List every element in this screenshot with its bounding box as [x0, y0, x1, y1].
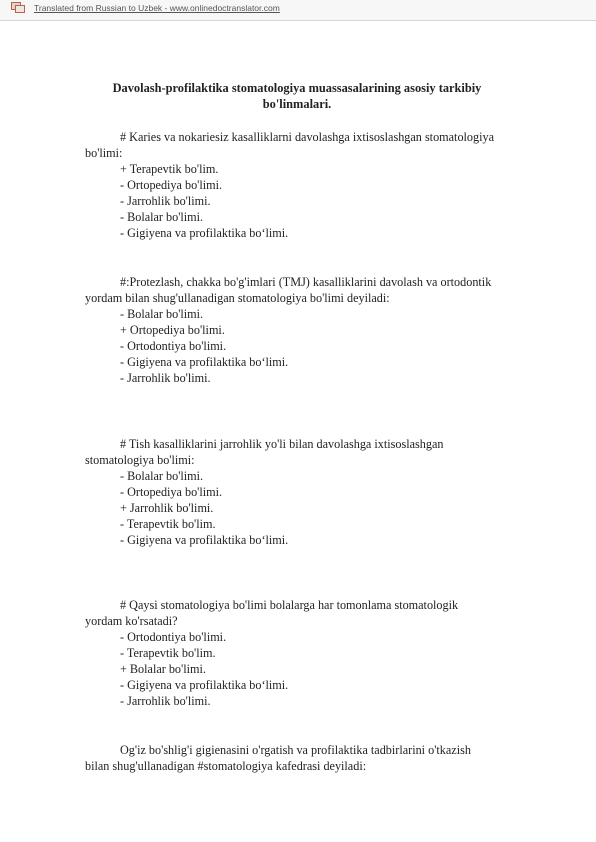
answer-option: + Bolalar bo'limi. — [120, 662, 206, 676]
answer-option: - Ortodontiya bo'limi. — [120, 339, 227, 353]
answer-option: - Gigiyena va profilaktika bo‘limi. — [120, 678, 289, 692]
answer-option: - Bolalar bo'limi. — [120, 210, 204, 224]
answer-option: - Gigiyena va profilaktika bo‘limi. — [120, 226, 289, 240]
answer-option: - Terapevtik bo'lim. — [120, 517, 216, 531]
answer-option: - Ortodontiya bo'limi. — [120, 630, 227, 644]
answer-option: - Ortopediya bo'limi. — [120, 485, 223, 499]
answer-option: - Gigiyena va profilaktika bo‘limi. — [120, 533, 289, 547]
question-text: #:Protezlash, chakka bo'g'imlari (TMJ) kasalliklarini davolash va ortodontik — [120, 275, 492, 289]
question-text: Og'iz bo'shlig'i gigienasini o'rgatish va profilaktika tadbirlarini o'tkazish — [120, 743, 471, 757]
question-text: # Karies va nokariesiz kasalliklarni davolashga ixtisoslashgan stomatologiya — [120, 130, 494, 144]
translation-source-link[interactable]: Translated from Russian to Uzbek - www.onlinedoctranslator.com — [34, 3, 280, 13]
page-title — [100, 80, 494, 112]
question-block — [85, 742, 555, 774]
answer-option: + Terapevtik bo'lim. — [120, 162, 219, 176]
answer-option: - Bolalar bo'limi. — [120, 307, 204, 321]
question-text: # Tish kasalliklarini jarrohlik yo'li bilan davolashga ixtisoslashgan — [120, 437, 444, 451]
question-block — [85, 597, 555, 709]
answer-option: + Jarrohlik bo'limi. — [120, 501, 214, 515]
question-text-cont: yordam ko'rsatadi? — [85, 614, 178, 628]
question-block — [85, 274, 555, 386]
question-text-cont: stomatologiya bo'limi: — [85, 453, 195, 467]
question-text-cont: bilan shug'ullanadigan #stomatologiya kafedrasi deyiladi: — [85, 759, 367, 773]
answer-option: - Jarrohlik bo'limi. — [120, 694, 211, 708]
answer-option: - Bolalar bo'limi. — [120, 469, 204, 483]
question-block — [85, 436, 555, 548]
title-line-1: Davolash-profilaktika stomatologiya muassasalarining asosiy tarkibiy — [112, 81, 482, 95]
answer-option: - Jarrohlik bo'limi. — [120, 371, 211, 385]
question-text-cont: bo'limi: — [85, 146, 123, 160]
translator-logo-icon — [11, 2, 25, 13]
question-text: # Qaysi stomatologiya bo'limi bolalarga har tomonlama stomatologik — [120, 598, 459, 612]
answer-option: - Jarrohlik bo'limi. — [120, 194, 211, 208]
answer-option: + Ortopediya bo'limi. — [120, 323, 225, 337]
question-block — [85, 129, 555, 241]
answer-option: - Gigiyena va profilaktika bo‘limi. — [120, 355, 289, 369]
title-line-2: bo'linmalari. — [262, 97, 332, 111]
question-text-cont: yordam bilan shug'ullanadigan stomatologiya bo'limi deyiladi: — [85, 291, 390, 305]
answer-option: - Ortopediya bo'limi. — [120, 178, 223, 192]
translation-banner — [0, 0, 596, 21]
answer-option: - Terapevtik bo'lim. — [120, 646, 216, 660]
